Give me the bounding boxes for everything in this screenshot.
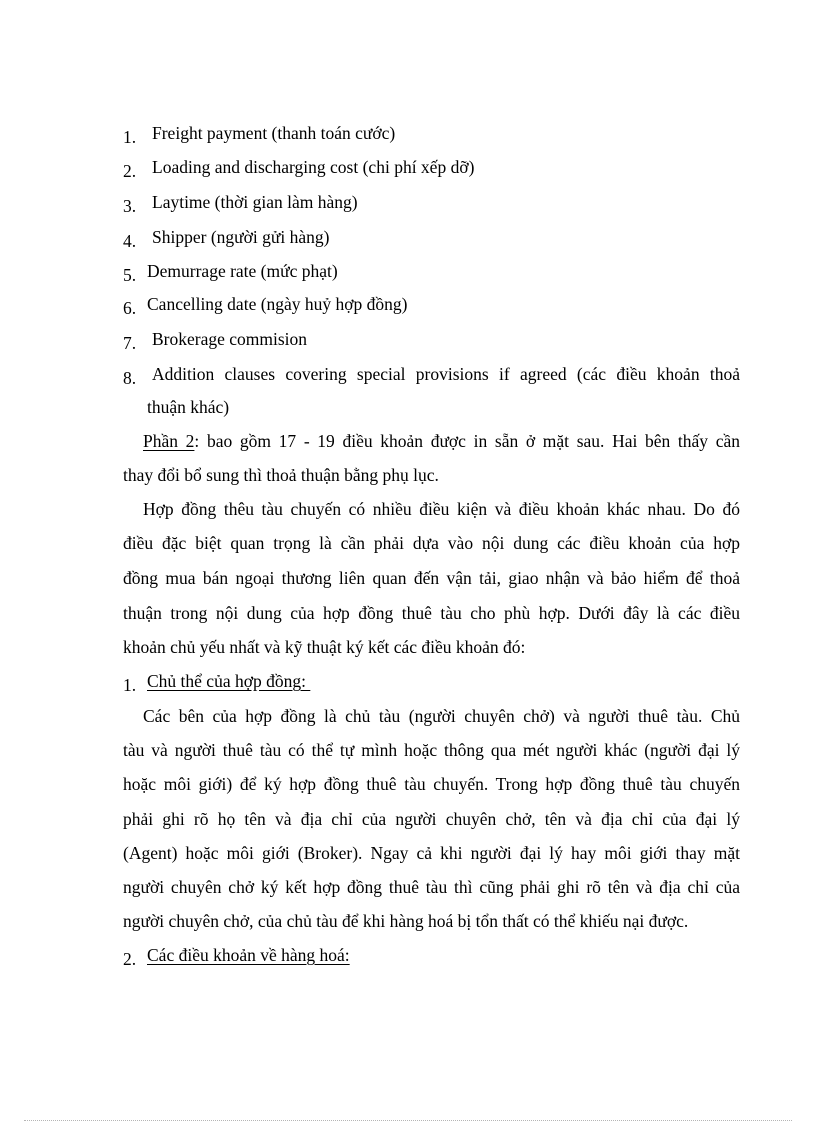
list-text: Cancelling date (ngày huỷ hợp đồng) [147, 294, 408, 314]
list-text: Laytime (thời gian làm hàng) [152, 192, 358, 212]
heading-text: Các điều khoản về hàng hoá: [147, 945, 350, 965]
list-text: Demurrage rate (mức phạt) [147, 261, 338, 281]
list-text: Freight payment (thanh toán cước) [152, 123, 396, 143]
list-number: 2. [123, 161, 137, 181]
paragraph-line: phải ghi rõ họ tên và địa chỉ của người chuyên chở, tên và địa chỉ của đại lý [123, 809, 740, 829]
page-bottom-divider [24, 1120, 792, 1121]
part2-line1: : bao gồm 17 - 19 điều khoản được in sẵn ở mặt sau. Hai bên thấy cần [194, 431, 741, 451]
list-text-continuation: thuận khác) [147, 397, 230, 417]
paragraph-line: người chuyên chở ký kết hợp đồng thuê tàu thì cũng phải ghi rõ tên và địa chỉ của [123, 877, 740, 897]
heading-text: Chủ thể của hợp đồng: [147, 671, 311, 691]
paragraph-line: điều đặc biệt quan trọng là cần phải dựa vào nội dung các điều khoản của hợp [123, 533, 740, 553]
paragraph-line: đồng mua bán ngoại thương liên quan đến vận tải, giao nhận và bảo hiểm để thoả [123, 568, 740, 588]
part2-line2: thay đổi bổ sung thì thoả thuận bằng phụ lục. [123, 465, 439, 485]
paragraph-line: Hợp đồng thêu tàu chuyến có nhiều điều kiện và điều khoản khác nhau. Do đó [143, 499, 740, 519]
part2-label: Phần 2 [143, 431, 195, 451]
paragraph-line: thuận trong nội dung của hợp đồng thuê tàu cho phù hợp. Dưới đây là các điều [123, 603, 740, 623]
list-text: Addition clauses covering special provisions if agreed (các điều khoản thoả [152, 364, 740, 384]
list-text: Shipper (người gửi hàng) [152, 227, 330, 247]
list-number: 8. [123, 368, 137, 388]
paragraph-line: người chuyên chở, của chủ tàu để khi hàng hoá bị tổn thất có thể khiếu nại được. [123, 911, 689, 931]
list-number: 6. [123, 298, 137, 318]
paragraph-line: hoặc môi giới) để ký hợp đồng thuê tàu chuyến. Trong hợp đồng thuê tàu chuyến [123, 774, 740, 794]
list-text: Brokerage commision [152, 329, 308, 349]
list-number: 3. [123, 196, 137, 216]
list-text: Loading and discharging cost (chi phí xếp dỡ) [152, 157, 475, 177]
part2-text [143, 430, 740, 452]
list-number: 7. [123, 333, 137, 353]
heading-number: 1. [123, 675, 137, 695]
paragraph-line: Các bên của hợp đồng là chủ tàu (người chuyên chở) và người thuê tàu. Chủ [143, 706, 740, 726]
paragraph-line: (Agent) hoặc môi giới (Broker). Ngay cả khi người đại lý hay môi giới thay mặt [123, 843, 740, 863]
list-number: 4. [123, 231, 137, 251]
heading-number: 2. [123, 949, 137, 969]
paragraph-line: tàu và người thuê tàu có thể tự mình hoặc thông qua mét người khác (người đại lý [123, 740, 740, 760]
paragraph-line: khoản chủ yếu nhất và kỹ thuật ký kết các điều khoản đó: [123, 637, 526, 657]
list-number: 5. [123, 265, 137, 285]
list-number: 1. [123, 127, 137, 147]
